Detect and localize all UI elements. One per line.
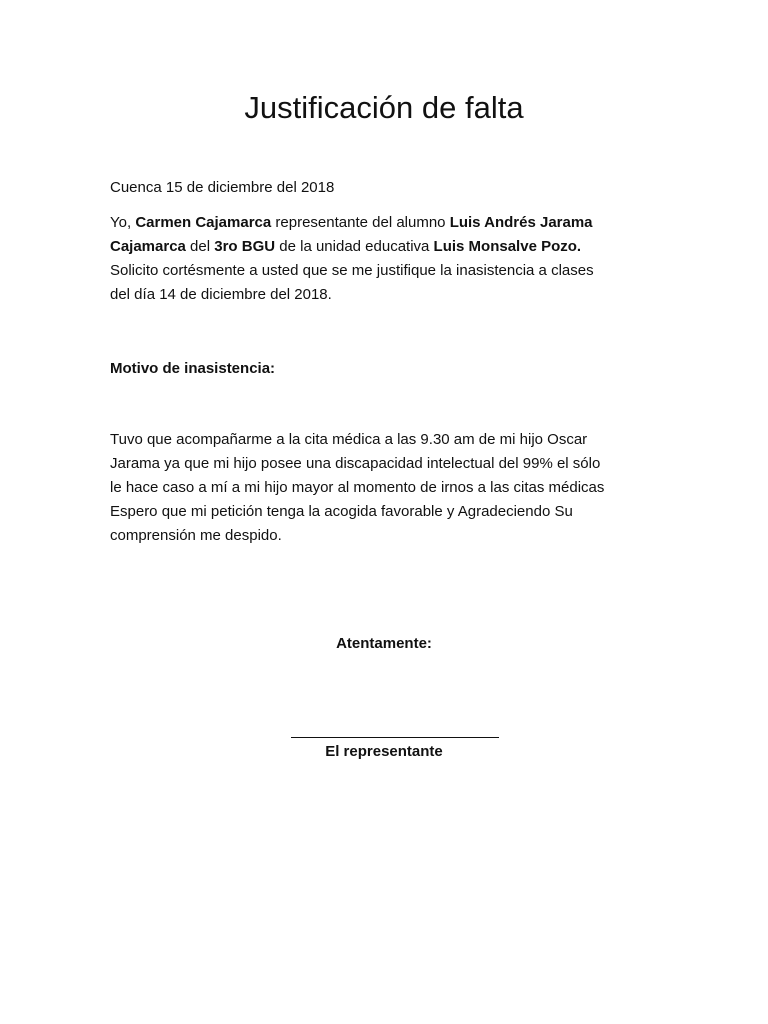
student-name-part2: Cajamarca xyxy=(110,238,186,255)
representative-name: Carmen Cajamarca xyxy=(135,214,272,231)
request-paragraph xyxy=(110,211,670,307)
date-line: Cuenca 15 de diciembre del 2018 xyxy=(110,179,335,196)
document-title: Justificación de falta xyxy=(244,90,524,125)
school-name: Luis Monsalve Pozo. xyxy=(433,238,582,255)
request-line: Solicito cortésmente a usted que se me justifique la inasistencia a clases xyxy=(110,262,594,279)
reason-paragraph xyxy=(110,428,670,548)
reason-line: Tuvo que acompañarme a la cita médica a las 9.30 am de mi hijo Oscar xyxy=(110,431,588,448)
signature-line xyxy=(291,737,499,738)
text-segment: Yo, xyxy=(110,214,136,231)
reason-line: Jarama ya que mi hijo posee una discapacidad intelectual del 99% el sólo xyxy=(110,455,601,472)
reason-line: comprensión me despido. xyxy=(110,527,282,544)
text-segment: de la unidad educativa xyxy=(275,238,434,255)
signature-label: El representante xyxy=(325,743,443,760)
reason-line: le hace caso a mí a mi hijo mayor al momento de irnos a las citas médicas xyxy=(110,479,605,496)
reason-line: Espero que mi petición tenga la acogida favorable y Agradeciendo Su xyxy=(110,503,573,520)
reason-label: Motivo de inasistencia: xyxy=(110,360,276,377)
text-segment: del xyxy=(185,238,215,255)
closing-text: Atentamente: xyxy=(336,635,432,652)
course-name: 3ro BGU xyxy=(214,238,276,255)
request-date-line: del día 14 de diciembre del 2018. xyxy=(110,286,332,303)
text-segment: representante del alumno xyxy=(271,214,450,231)
student-name-part1: Luis Andrés Jarama xyxy=(449,214,593,231)
